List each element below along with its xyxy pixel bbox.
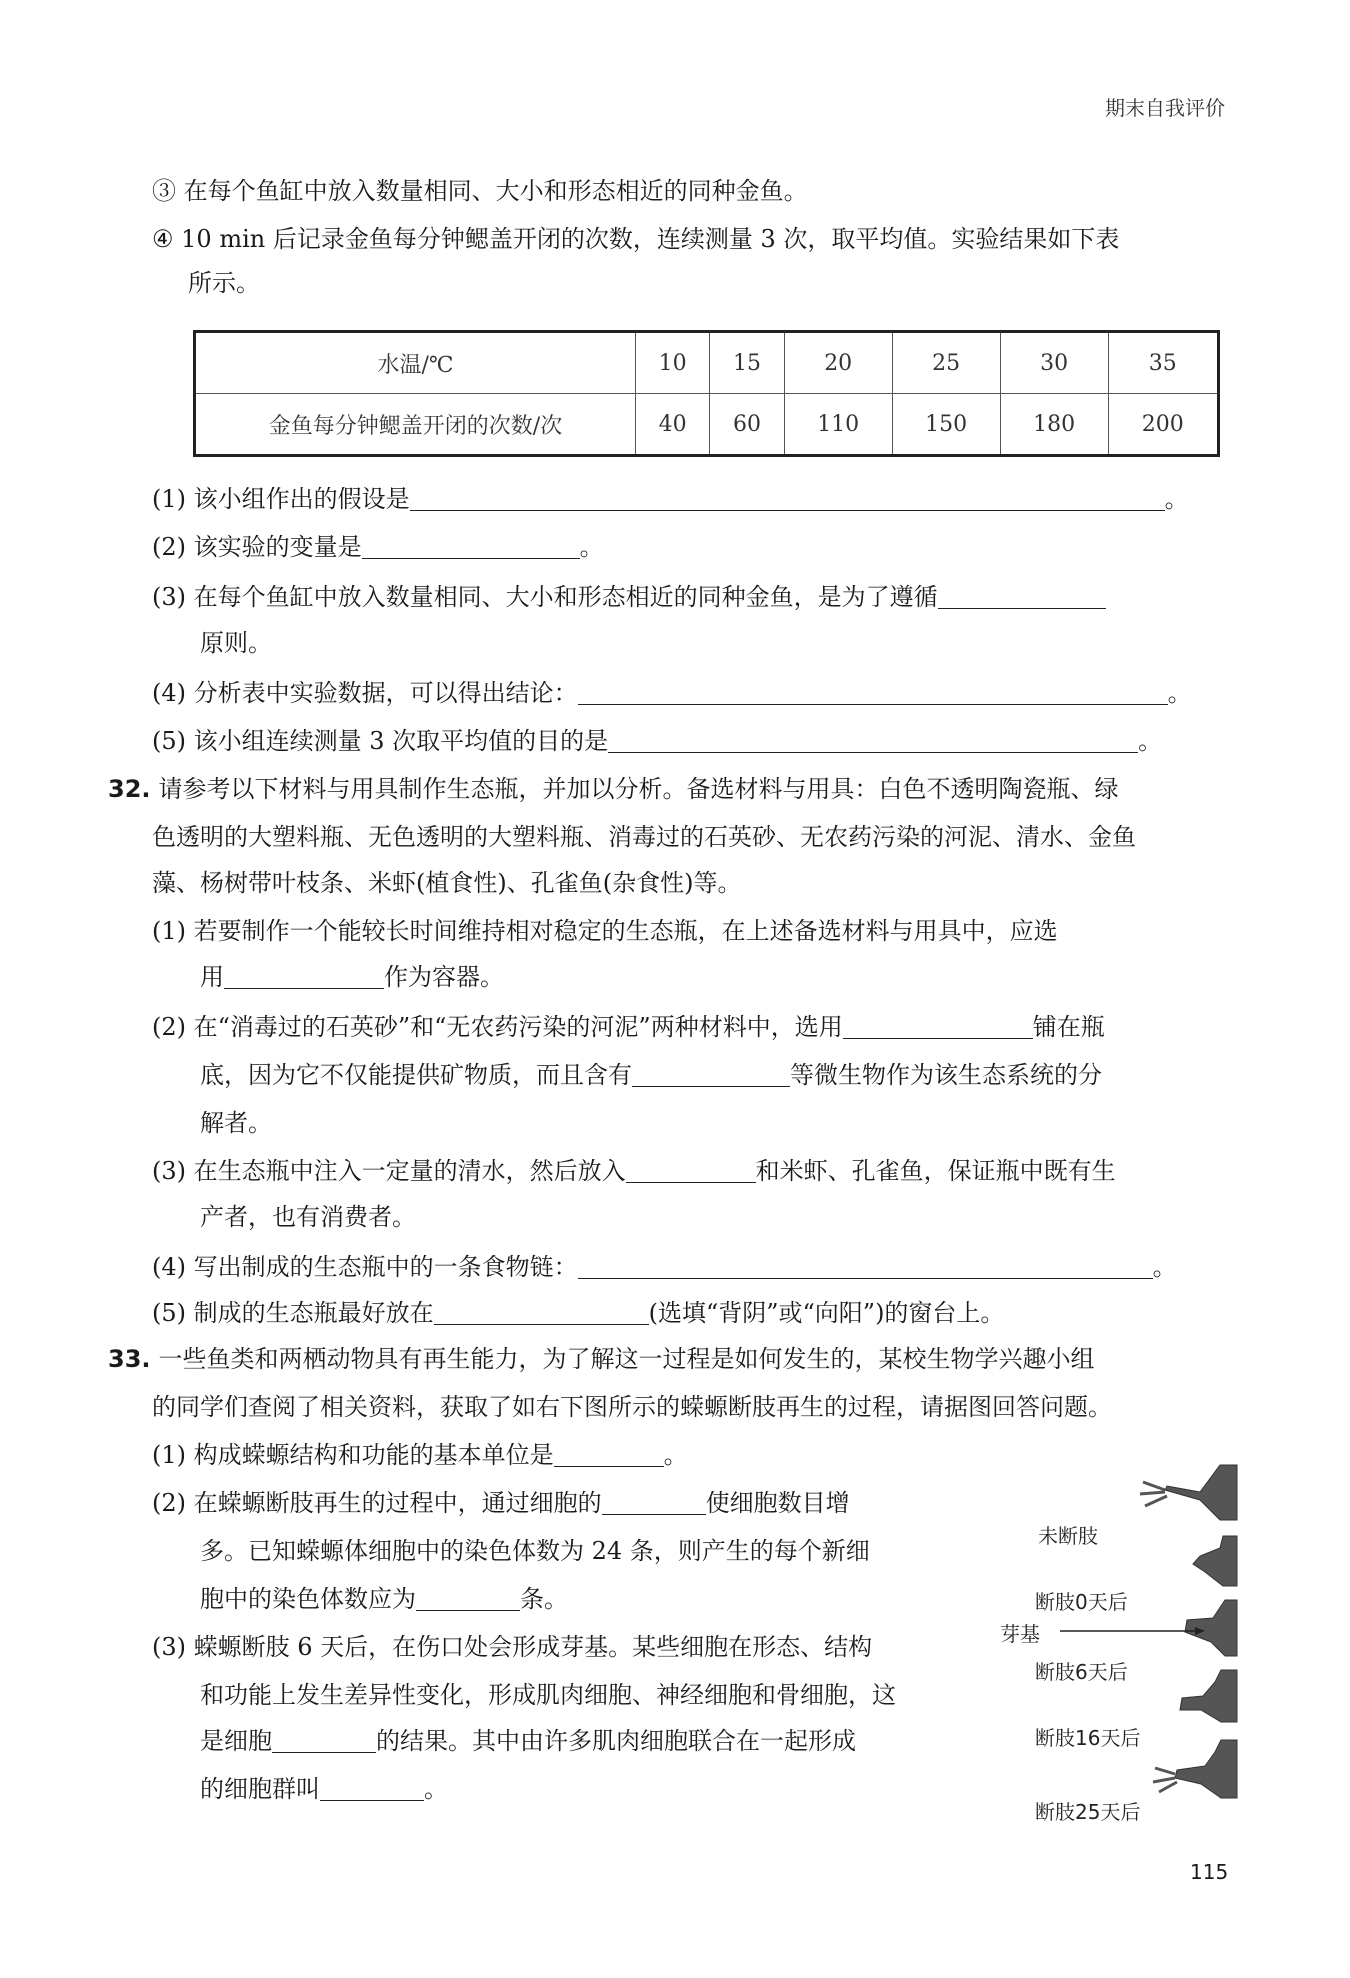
table-cell: 110 bbox=[784, 394, 892, 456]
answer-blank[interactable] bbox=[608, 726, 1138, 753]
q32-intro-line1: 32. 请参考以下材料与用具制作生态瓶，并加以分析。备选材料与用具：白色不透明陶瓷瓶、绿 bbox=[108, 775, 1119, 803]
q31-part4: (4) 分析表中实验数据，可以得出结论： 。 bbox=[152, 679, 1192, 707]
table-row-temperature bbox=[195, 332, 1219, 394]
table-cell: 20 bbox=[784, 332, 892, 394]
answer-blank[interactable] bbox=[554, 1440, 664, 1467]
answer-blank[interactable] bbox=[224, 962, 384, 989]
question-number: 32. bbox=[108, 775, 151, 803]
q33-part3-line2: 和功能上发生差异性变化，形成肌肉细胞、神经细胞和骨细胞，这 bbox=[200, 1681, 896, 1709]
q32-part3: (3) 在生态瓶中注入一定量的清水，然后放入 和米虾、孔雀鱼，保证瓶中既有生 bbox=[152, 1157, 1116, 1185]
q32-part1-cont: 用 作为容器。 bbox=[200, 963, 504, 991]
q33-part3-line3: 是细胞 的结果。其中由许多肌肉细胞联合在一起形成 bbox=[200, 1727, 856, 1755]
answer-blank[interactable] bbox=[578, 1252, 1153, 1279]
answer-blank[interactable] bbox=[632, 1060, 790, 1087]
new-digits-icon bbox=[1153, 1768, 1177, 1792]
q32-part1: (1) 若要制作一个能较长时间维持相对稳定的生态瓶，在上述备选材料与用具中，应选 bbox=[152, 917, 1058, 945]
table-cell: 35 bbox=[1108, 332, 1218, 394]
q32-part5: (5) 制成的生态瓶最好放在 (选填“背阴”或“向阳”)的窗台上。 bbox=[152, 1299, 1005, 1327]
table-cell: 30 bbox=[1000, 332, 1108, 394]
answer-blank[interactable] bbox=[938, 582, 1106, 609]
step-4-line1: ④ 10 min 后记录金鱼每分钟鳃盖开闭的次数，连续测量 3 次，取平均值。实验结果如下表 bbox=[152, 225, 1120, 253]
digits-icon bbox=[1140, 1482, 1167, 1506]
step-4-line2: 所示。 bbox=[188, 269, 260, 297]
answer-blank[interactable] bbox=[272, 1726, 376, 1753]
q31-part3: (3) 在每个鱼缸中放入数量相同、大小和形态相近的同种金鱼，是为了遵循 bbox=[152, 580, 1106, 614]
stage-label: 断肢6天后 bbox=[1035, 1660, 1128, 1684]
q33-intro-line2: 的同学们查阅了相关资料，获取了如右下图所示的蝾螈断肢再生的过程，请据图回答问题。 bbox=[152, 1393, 1112, 1421]
answer-blank[interactable] bbox=[843, 1012, 1033, 1039]
limb-regeneration-figure bbox=[1000, 1460, 1245, 1824]
table-cell: 25 bbox=[892, 332, 1000, 394]
step-3: ③ 在每个鱼缸中放入数量相同、大小和形态相近的同种金鱼。 bbox=[152, 177, 808, 205]
answer-blank[interactable] bbox=[320, 1774, 424, 1801]
q33-part2-end: 胞中的染色体数应为 条。 bbox=[200, 1585, 568, 1613]
table-header-count: 金鱼每分钟鳃盖开闭的次数/次 bbox=[195, 394, 636, 456]
blastema-limb-icon bbox=[1185, 1600, 1237, 1656]
limb-illustrations bbox=[1015, 1460, 1245, 1820]
experiment-table bbox=[193, 330, 1220, 457]
q33-part3-line4: 的细胞群叫 。 bbox=[200, 1775, 448, 1803]
regrowing-limb-icon bbox=[1180, 1670, 1237, 1722]
q32-intro-line3: 藻、杨树带叶枝条、米虾(植食性)、孔雀鱼(杂食性)等。 bbox=[152, 869, 742, 897]
page-header: 期末自我评价 bbox=[1105, 96, 1225, 120]
table-cell: 150 bbox=[892, 394, 1000, 456]
q33-part2: (2) 在蝾螈断肢再生的过程中，通过细胞的 使细胞数目增 bbox=[152, 1489, 850, 1517]
answer-blank[interactable] bbox=[410, 484, 1165, 511]
stage-label: 断肢16天后 bbox=[1035, 1726, 1141, 1750]
table-row-count bbox=[195, 394, 1219, 456]
answer-blank[interactable] bbox=[416, 1584, 520, 1611]
stage-label: 未断肢 bbox=[1038, 1524, 1098, 1548]
page-number: 115 bbox=[1190, 1860, 1229, 1884]
q32-part2-end: 解者。 bbox=[200, 1109, 272, 1137]
table-cell: 180 bbox=[1000, 394, 1108, 456]
table-cell: 15 bbox=[710, 332, 784, 394]
q31-part3-cont: 原则。 bbox=[200, 629, 272, 657]
intact-limb-icon bbox=[1165, 1465, 1237, 1520]
q33-intro-line1: 33. 一些鱼类和两栖动物具有再生能力，为了解这一过程是如何发生的，某校生物学兴趣小组 bbox=[108, 1345, 1095, 1373]
table-cell: 200 bbox=[1108, 394, 1218, 456]
q32-part3-cont: 产者，也有消费者。 bbox=[200, 1203, 416, 1231]
table-cell: 40 bbox=[636, 394, 710, 456]
regenerated-limb-icon bbox=[1175, 1740, 1237, 1798]
q31-part2: (2) 该实验的变量是 。 bbox=[152, 533, 604, 561]
answer-blank[interactable] bbox=[434, 1298, 649, 1325]
q32-part4: (4) 写出制成的生态瓶中的一条食物链： 。 bbox=[152, 1253, 1177, 1281]
q33-part3: (3) 蝾螈断肢 6 天后，在伤口处会形成芽基。某些细胞在形态、结构 bbox=[152, 1633, 873, 1661]
q33-part2-cont: 多。已知蝾螈体细胞中的染色体数为 24 条，则产生的每个新细 bbox=[200, 1537, 870, 1565]
answer-blank[interactable] bbox=[626, 1156, 756, 1183]
q32-part2-cont: 底，因为它不仅能提供矿物质，而且含有 等微生物作为该生态系统的分 bbox=[200, 1061, 1102, 1089]
table-cell: 10 bbox=[636, 332, 710, 394]
table-header-temperature: 水温/℃ bbox=[195, 332, 636, 394]
question-number: 33. bbox=[108, 1345, 151, 1373]
q32-part2: (2) 在“消毒过的石英砂”和“无农药污染的河泥”两种材料中，选用 铺在瓶 bbox=[152, 1013, 1105, 1041]
answer-blank[interactable] bbox=[362, 532, 580, 559]
q31-part5: (5) 该小组连续测量 3 次取平均值的目的是 。 bbox=[152, 727, 1163, 755]
q33-part1: (1) 构成蝾螈结构和功能的基本单位是 。 bbox=[152, 1441, 688, 1469]
q31-part1: (1) 该小组作出的假设是 。 bbox=[152, 485, 1189, 513]
answer-blank[interactable] bbox=[602, 1488, 706, 1515]
stage-label: 断肢25天后 bbox=[1035, 1800, 1141, 1824]
blastema-label: 芽基 bbox=[1000, 1622, 1040, 1646]
table-cell: 60 bbox=[710, 394, 784, 456]
stage-label: 断肢0天后 bbox=[1035, 1590, 1128, 1614]
q32-intro-line2: 色透明的大塑料瓶、无色透明的大塑料瓶、消毒过的石英砂、无农药污染的河泥、清水、金鱼 bbox=[152, 823, 1136, 851]
answer-blank[interactable] bbox=[578, 678, 1168, 705]
stump-limb-icon bbox=[1193, 1536, 1237, 1586]
